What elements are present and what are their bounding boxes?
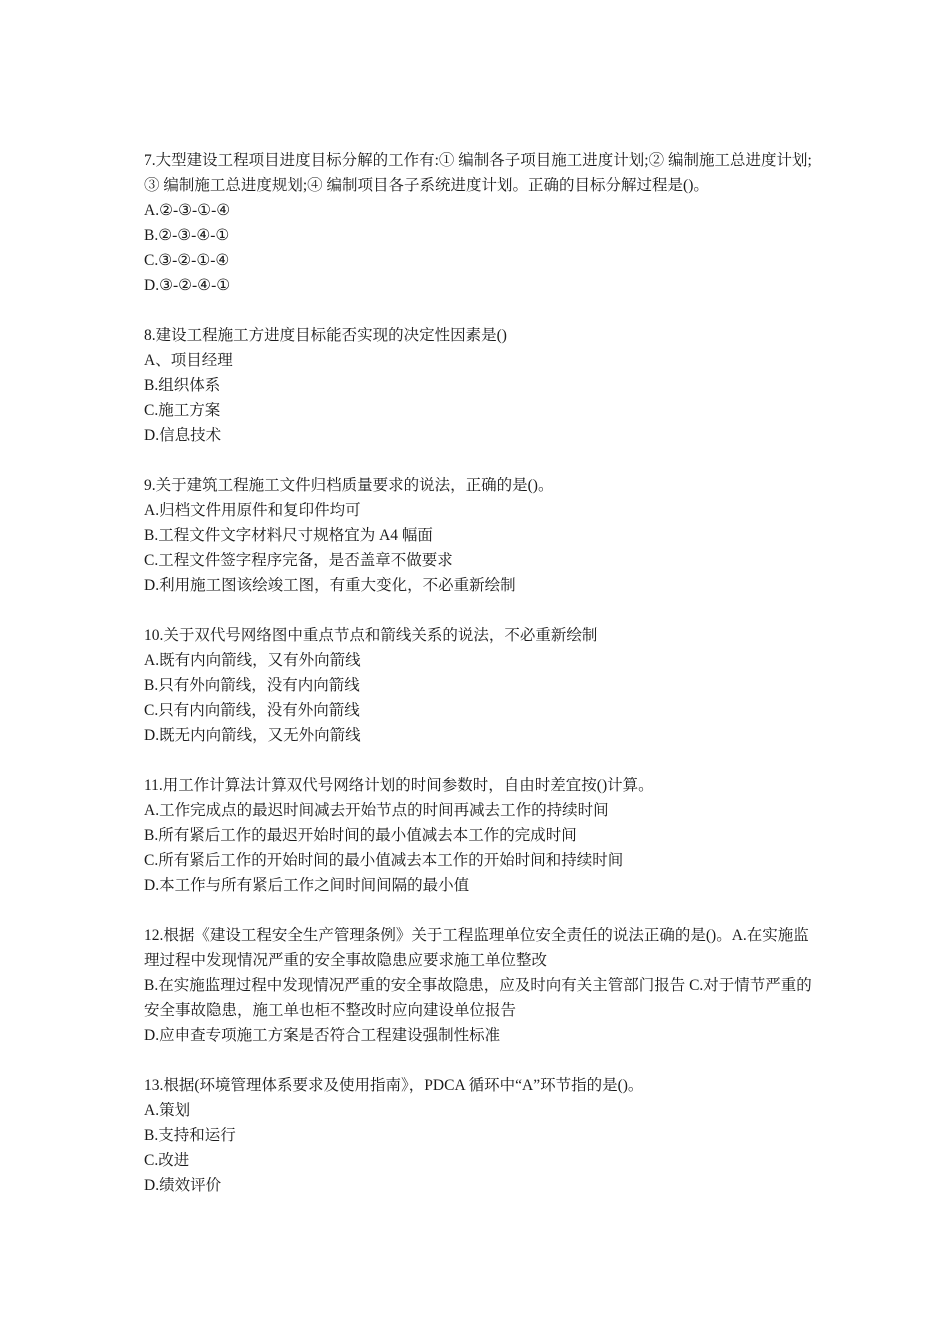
option-d: D.绩效评价 — [144, 1177, 222, 1194]
question-stem: 11.用工作计算法计算双代号网络计划的时间参数时，自由时差宜按()计算。 — [144, 777, 654, 794]
option-c: C.工程文件签字程序完备，是否盖章不做要求 — [144, 552, 453, 569]
option-c: C.只有内向箭线，没有外向箭线 — [144, 702, 360, 719]
option-a: A.既有内向箭线，又有外向箭线 — [144, 652, 361, 669]
option-b: B.工程文件文字材料尺寸规格宜为 A4 幅面 — [144, 527, 433, 544]
option-b: B.②-③-④-① — [144, 227, 230, 244]
question-stem: 12.根据《建设工程安全生产管理条例》关于工程监理单位安全责任的说法正确的是()。A.在实施监理过程中发现情况严重的安全事故隐患应要求施工单位整改 — [144, 927, 809, 969]
option-d: D.信息技术 — [144, 427, 222, 444]
option-b: B.组织体系 — [144, 377, 221, 394]
question-10 — [144, 623, 824, 748]
option-d: D.③-②-④-① — [144, 277, 231, 294]
question-stem: 8.建设工程施工方进度目标能否实现的决定性因素是() — [144, 327, 507, 344]
option-a: A、项目经理 — [144, 352, 233, 369]
question-stem: 7.大型建设工程项目进度目标分解的工作有:① 编制各子项目施工进度计划;② 编制施工总进度计划;③ 编制施工总进度规划;④ 编制项目各子系统进度计划。正确的目标分解过程是()。 — [144, 152, 812, 194]
question-7 — [144, 148, 824, 298]
question-stem: 13.根据(环境管理体系要求及使用指南》，PDCA 循环中“A”环节指的是()。 — [144, 1077, 644, 1094]
question-8 — [144, 323, 824, 448]
question-11 — [144, 773, 824, 898]
option-b-c: B.在实施监理过程中发现情况严重的安全事故隐患，应及时向有关主管部门报告 C.对于情节严重的安全事故隐患，施工单也柜不整改时应向建设单位报告 — [144, 977, 812, 1019]
question-list — [144, 148, 824, 1223]
option-d: D.利用施工图该绘竣工图，有重大变化，不必重新绘制 — [144, 577, 516, 594]
question-stem: 9.关于建筑工程施工文件归档质量要求的说法，正确的是()。 — [144, 477, 554, 494]
option-b: B.所有紧后工作的最迟开始时间的最小值减去本工作的完成时间 — [144, 827, 577, 844]
option-a: A.工作完成点的最迟时间减去开始节点的时间再减去工作的持续时间 — [144, 802, 609, 819]
option-a: A.②-③-①-④ — [144, 202, 231, 219]
option-b: B.支持和运行 — [144, 1127, 236, 1144]
option-a: A.策划 — [144, 1102, 191, 1119]
question-stem: 10.关于双代号网络图中重点节点和箭线关系的说法，不必重新绘制 — [144, 627, 598, 644]
option-a: A.归档文件用原件和复印件均可 — [144, 502, 361, 519]
question-13 — [144, 1073, 824, 1198]
option-b: B.只有外向箭线，没有内向箭线 — [144, 677, 360, 694]
option-c: C.所有紧后工作的开始时间的最小值减去本工作的开始时间和持续时间 — [144, 852, 624, 869]
option-d: D.应申查专项施工方案是否符合工程建设强制性标准 — [144, 1027, 501, 1044]
option-c: C.改进 — [144, 1152, 190, 1169]
option-c: C.③-②-①-④ — [144, 252, 230, 269]
option-c: C.施工方案 — [144, 402, 221, 419]
question-12 — [144, 923, 824, 1048]
option-d: D.既无内向箭线，又无外向箭线 — [144, 727, 361, 744]
option-d: D.本工作与所有紧后工作之间时间间隔的最小值 — [144, 877, 470, 894]
question-9 — [144, 473, 824, 598]
